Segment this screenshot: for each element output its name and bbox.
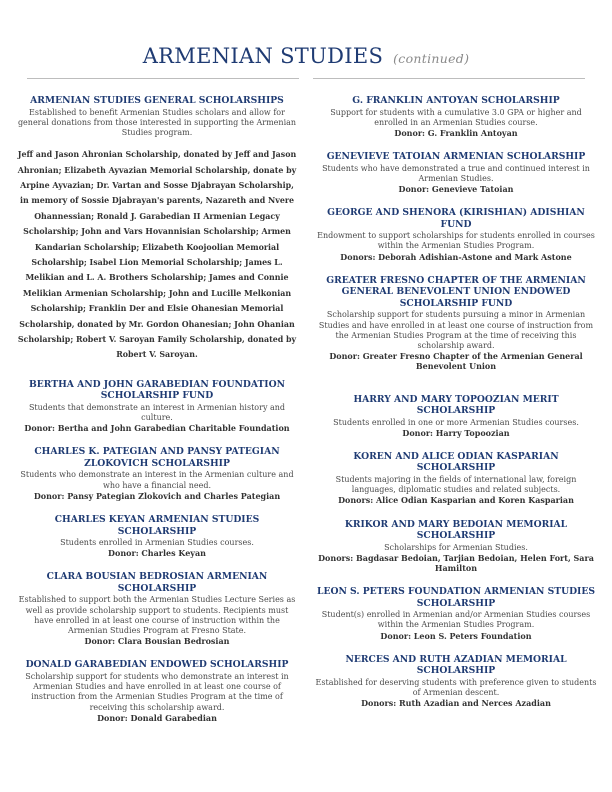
scholarship-donor: Donor: Bertha and John Garabedian Charitable Foundation xyxy=(24,423,290,434)
scholarship-title: DONALD GARABEDIAN ENDOWED SCHOLARSHIP xyxy=(25,659,289,671)
scholarship-entry xyxy=(315,394,597,438)
scholarship-entry xyxy=(16,379,298,434)
scholarship-entry xyxy=(16,514,298,558)
scholarship-entry xyxy=(315,451,597,506)
scholarship-donor: Donors: Ruth Azadian and Nerces Azadian xyxy=(361,698,551,709)
scholarship-title: HARRY AND MARY TOPOOZIAN MERIT SCHOLARSHIP xyxy=(353,393,559,417)
scholarship-title: ARMENIAN STUDIES GENERAL SCHOLARSHIPS xyxy=(30,95,284,106)
scholarship-description: Scholarships for Armenian Studies. xyxy=(384,542,528,552)
scholarship-description: Students who have demonstrated a true and continued interest in Armenian Studies. xyxy=(322,163,590,183)
scholarship-entry xyxy=(16,659,298,723)
scholarship-title: CLARA BOUSIAN BEDROSIAN ARMENIAN SCHOLARSHIP xyxy=(46,571,268,594)
scholarship-description: Students who demonstrate an interest in the Armenian culture and who have a financial need. xyxy=(20,470,294,490)
scholarship-entry xyxy=(315,586,597,641)
scholarship-description: Students that demonstrate an interest in Armenian history and culture. xyxy=(28,402,286,422)
scholarship-donor: Donor: Genevieve Tatoian xyxy=(398,184,514,195)
scholarship-description: Support for students with a cumulative 3.0 GPA or higher and enrolled in an Armenian Studies course. xyxy=(330,107,582,127)
page-title-text: ARMENIAN STUDIES xyxy=(142,44,384,68)
scholarship-title: GREATER FRESNO CHAPTER OF THE ARMENIAN GENERAL BENEVOLENT UNION ENDOWED SCHOLARSHIP FUND xyxy=(326,274,586,309)
scholarship-title: G. FRANKLIN ANTOYAN SCHOLARSHIP xyxy=(352,95,560,106)
scholarship-title: GEORGE AND SHENORA (KIRISHIAN) ADISHIAN FUND xyxy=(327,207,585,230)
scholarship-title: KOREN AND ALICE ODIAN KASPARIAN SCHOLARSHIP xyxy=(353,450,559,474)
scholarship-donor: Donor: Clara Bousian Bedrosian xyxy=(84,636,230,647)
scholarship-description: Students enrolled in Armenian Studies courses. xyxy=(60,538,254,548)
scholarship-donor: Donor: Harry Topoozian xyxy=(402,427,510,438)
scholarship-title: CHARLES KEYAN ARMENIAN STUDIES SCHOLARSHIP xyxy=(54,514,260,537)
scholarship-description: Scholarship support for students who demonstrate an interest in Armenian Studies and have enrolled in at least one course of instruction from the Armenian Studies Program at the time of receiving this scholarship award. xyxy=(25,671,289,712)
scholarship-donor: Donor: Greater Fresno Chapter of the Armenian General Benevolent Union xyxy=(329,351,583,372)
scholarship-description: Established for deserving students with preference given to students of Armenian descent. xyxy=(315,677,597,697)
scholarship-title: GENEVIEVE TATOIAN ARMENIAN SCHOLARSHIP xyxy=(326,151,586,163)
scholarship-title: LEON S. PETERS FOUNDATION ARMENIAN STUDIES SCHOLARSHIP xyxy=(317,586,595,609)
scholarship-entry xyxy=(16,446,298,501)
scholarship-entry xyxy=(16,571,298,646)
scholarship-donor: Donor: Charles Keyan xyxy=(108,548,206,559)
scholarship-entry xyxy=(315,151,597,194)
left-divider xyxy=(27,78,299,79)
scholarship-description: Scholarship support for students pursuing a minor in Armenian Studies and have enrolled in at least one course of instruction from the Armenian Studies Program at the time of receiving this scholarship award. xyxy=(318,310,594,350)
scholarship-entry xyxy=(315,519,597,574)
scholarship-donor: Donor: Pansy Pategian Zlokovich and Charles Pategian xyxy=(33,490,281,501)
scholarship-donor: Donors: Alice Odian Kasparian and Koren Kasparian xyxy=(338,495,574,506)
scholarship-donor: Donor: G. Franklin Antoyan xyxy=(394,127,518,138)
page-title xyxy=(0,44,612,68)
scholarship-entry xyxy=(315,275,597,372)
scholarship-description: Established to benefit Armenian Studies scholars and allow for general donations from those interested in supporting the Armenian Studies program. xyxy=(17,107,297,137)
left-column xyxy=(16,95,298,736)
scholarship-entry xyxy=(315,207,597,262)
scholarship-title: CHARLES K. PATEGIAN AND PANSY PATEGIAN ZLOKOVICH SCHOLARSHIP xyxy=(34,446,280,469)
scholarship-title: NERCES AND RUTH AZADIAN MEMORIAL SCHOLARSHIP xyxy=(345,653,567,677)
scholarship-entry xyxy=(16,95,298,363)
scholarship-description: Student(s) enrolled in Armenian and/or Armenian Studies courses within the Armenian Studies Program. xyxy=(321,610,591,630)
scholarship-description: Students majoring in the fields of international law, foreign languages, diplomatic studies and related subjects. xyxy=(335,474,577,495)
scholarship-entry xyxy=(315,654,597,709)
scholarship-donor-list: Jeff and Jason Ahronian Scholarship, donated by Jeff and Jason Ahronian; Elizabeth Ayvazian Memorial Scholarship, donate by Arpine Ayvazian; Dr. Vartan and Sosse Djabrayan Scholarship, in memory of Sossie Djabrayan's parents, Nazareth and Nvere Ohannessian; Ronald J. Garabedian II Armenian Legacy Scholarship; John and Vars Hovannisian Scholarship; Armen Kandarian Scholarship; Elizabeth Koojoolian Memorial Scholarship; Isabel Lion Memorial Scholarship; James L. Melikian and L. A. Brothers Scholarship; James and Connie Melikian Armenian Scholarship; John and Lucille Melkonian Scholarship; Franklin Der and Elsie Ohanesian Memorial Scholarship, donated by Mr. Gordon Ohanesian; John Ohanian Scholarship; Robert V. Saroyan Family Scholarship, donated by Robert V. Saroyan. xyxy=(17,150,297,360)
right-divider xyxy=(313,78,585,79)
right-column xyxy=(315,95,597,721)
scholarship-description: Endowment to support scholarships for students enrolled in courses within the Armenian Studies Program. xyxy=(317,231,595,251)
scholarship-donor: Donors: Deborah Adishian-Astone and Mark Astone xyxy=(340,251,572,262)
scholarship-description: Established to support both the Armenian Studies Lecture Series as well as provide scholarship support to students. Recipients must have enrolled in at least one course of instruction within the Armenian Studies Program at Fresno State. xyxy=(18,595,296,636)
scholarship-entry xyxy=(315,95,597,138)
scholarship-donor: Donor: Leon S. Peters Foundation xyxy=(380,630,532,641)
page-title-continued: (continued) xyxy=(393,51,470,66)
scholarship-title: KRIKOR AND MARY BEDOIAN MEMORIAL SCHOLARSHIP xyxy=(344,518,568,542)
scholarship-title: BERTHA AND JOHN GARABEDIAN FOUNDATION SCHOLARSHIP FUND xyxy=(29,378,285,402)
scholarship-donor: Donor: Donald Garabedian xyxy=(97,712,217,723)
scholarship-donor: Donors: Bagdasar Bedoian, Tarjian Bedoian, Helen Fort, Sara Hamilton xyxy=(318,552,594,573)
scholarship-description: Students enrolled in one or more Armenian Studies courses. xyxy=(333,417,579,427)
